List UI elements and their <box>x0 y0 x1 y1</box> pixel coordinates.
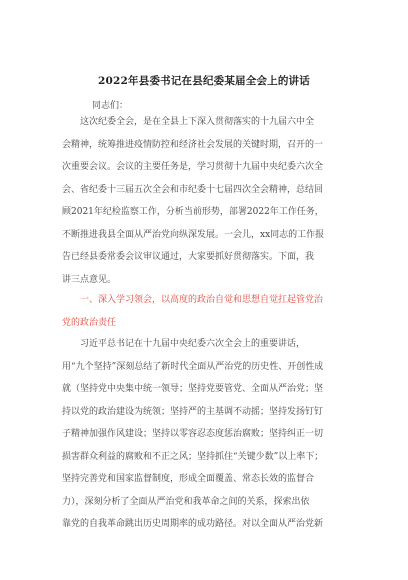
section-heading-line: 党的政治责任 <box>62 317 117 328</box>
paragraph-1-line: 这次纪委全会，是在全县上下深入贯彻落实的十九届六中全 <box>80 117 315 127</box>
paragraph-2-line: 子精神加强作风建设；坚持以零容忍态度惩治腐败；坚持纠正一切 <box>62 429 324 439</box>
section-heading-line: 一、深入学习领会，以高度的政治自觉和思想自觉扛起管党治 <box>80 295 324 305</box>
paragraph-1-line: 顾2021年纪检监察工作，分析当前形势，部署2022年工作任务， <box>62 207 324 217</box>
paragraph-1-line: 讲三点意见。 <box>62 274 117 285</box>
paragraph-2-line: 靠党的自我革命跳出历史周期率的成功路径。对以全面从严治党新 <box>62 519 324 529</box>
paragraph-2-line: 力），深刻分析了全面从严治党和我革命之间的关系，探索出依 <box>62 496 310 507</box>
paragraph-2-line: 损害群众利益的腐败和不正之风；坚持抓住“关键少数”以上率下； <box>62 451 324 462</box>
paragraph-1-line: 告已经县委常委会议审议通过，大家要抓好贯彻落实。下面，我 <box>62 252 315 262</box>
paragraph-2-line: 习近平总书记在十九届中央纪委六次全会上的重要讲话， <box>80 339 306 349</box>
paragraph-2 <box>62 333 346 536</box>
document-title: 2022年县委书记在县纪委某届全会上的讲话 <box>98 75 310 87</box>
paragraph-2-line: 坚持完善党和国家监督制度，形成全面覆盖、常态长效的监督合 <box>62 474 315 484</box>
paragraph-1-line: 会、省纪委十三届五次全会和市纪委十七届四次全会精神，总结回 <box>62 184 324 195</box>
paragraph-1 <box>62 111 346 291</box>
paragraph-2-line: 就（坚持党中央集中统一领导；坚持党要管党、全面从严治党；坚 <box>62 384 324 394</box>
paragraph-1-line: 次重要会议。会议的主要任务是，学习贯彻十九届中央纪委六次全 <box>62 162 324 172</box>
paragraph-1-line: 会精神，统筹推进疫情防控和经济社会发展的关键时期，召开的一 <box>62 139 324 150</box>
paragraph-1-line: 不断推进我县全面从严治党向纵深发展。一会儿，xx同志的工作报 <box>62 229 325 240</box>
paragraph-2-line: 持以党的政治建设为统领；坚持严的主基调不动摇；坚持发扬钉钉 <box>62 406 324 417</box>
section-heading-1 <box>62 289 346 334</box>
paragraph-2-line: 用“九个坚持”深刻总结了新时代全面从严治党的历史性、开创性成 <box>62 361 324 372</box>
salutation: 同志们： <box>92 101 129 111</box>
